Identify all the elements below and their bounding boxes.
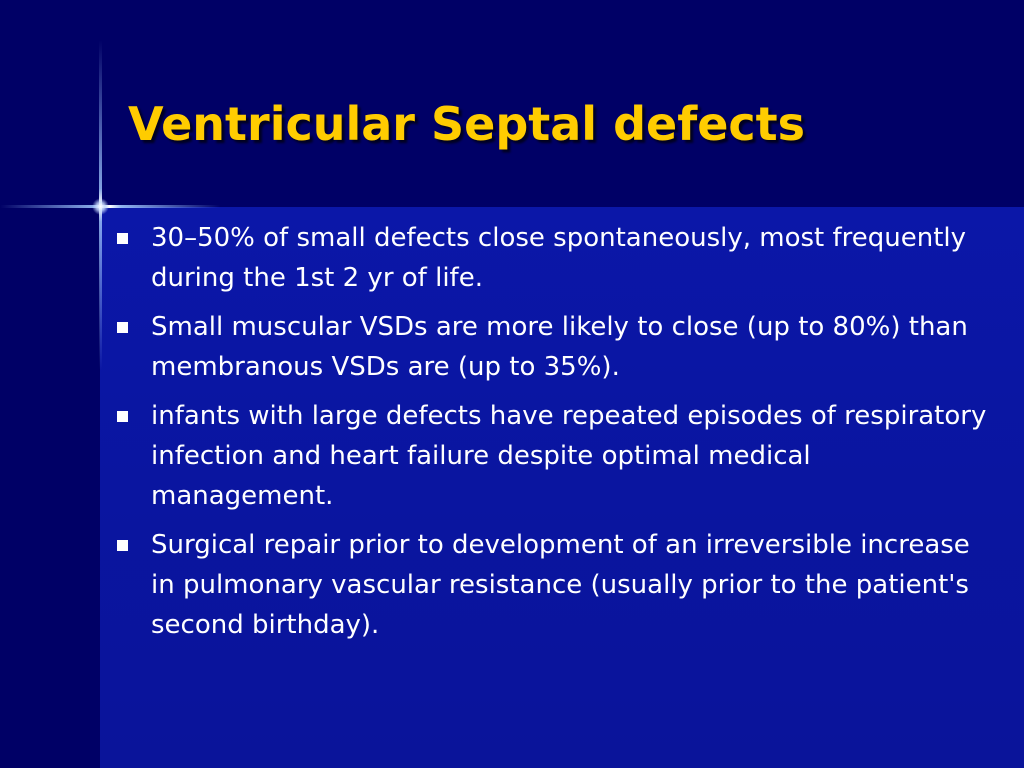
square-bullet-icon [117, 233, 128, 244]
bullet-list [115, 218, 995, 654]
bullet-item [115, 218, 995, 298]
square-bullet-icon [117, 411, 128, 422]
slide-title: Ventricular Septal defects [128, 97, 806, 151]
bullet-text: Surgical repair prior to development of an irreversible increase in pulmonary vascular resistance (usually prior to the patient's second birthday). [151, 530, 970, 640]
square-bullet-icon [117, 540, 128, 551]
bullet-text: 30–50% of small defects close spontaneously, most frequently during the 1st 2 yr of life. [151, 223, 967, 293]
glint-horizontal-decoration [0, 205, 220, 208]
bullet-item [115, 307, 995, 387]
bullet-item [115, 525, 995, 645]
bullet-text: infants with large defects have repeated episodes of respiratory infection and heart failure despite optimal medical management. [151, 401, 987, 511]
bullet-item [115, 396, 995, 516]
bullet-text: Small muscular VSDs are more likely to close (up to 80%) than membranous VSDs are (up to 35%). [151, 312, 968, 382]
glint-star-icon [92, 198, 109, 215]
left-margin-band [0, 207, 100, 768]
square-bullet-icon [117, 322, 128, 333]
